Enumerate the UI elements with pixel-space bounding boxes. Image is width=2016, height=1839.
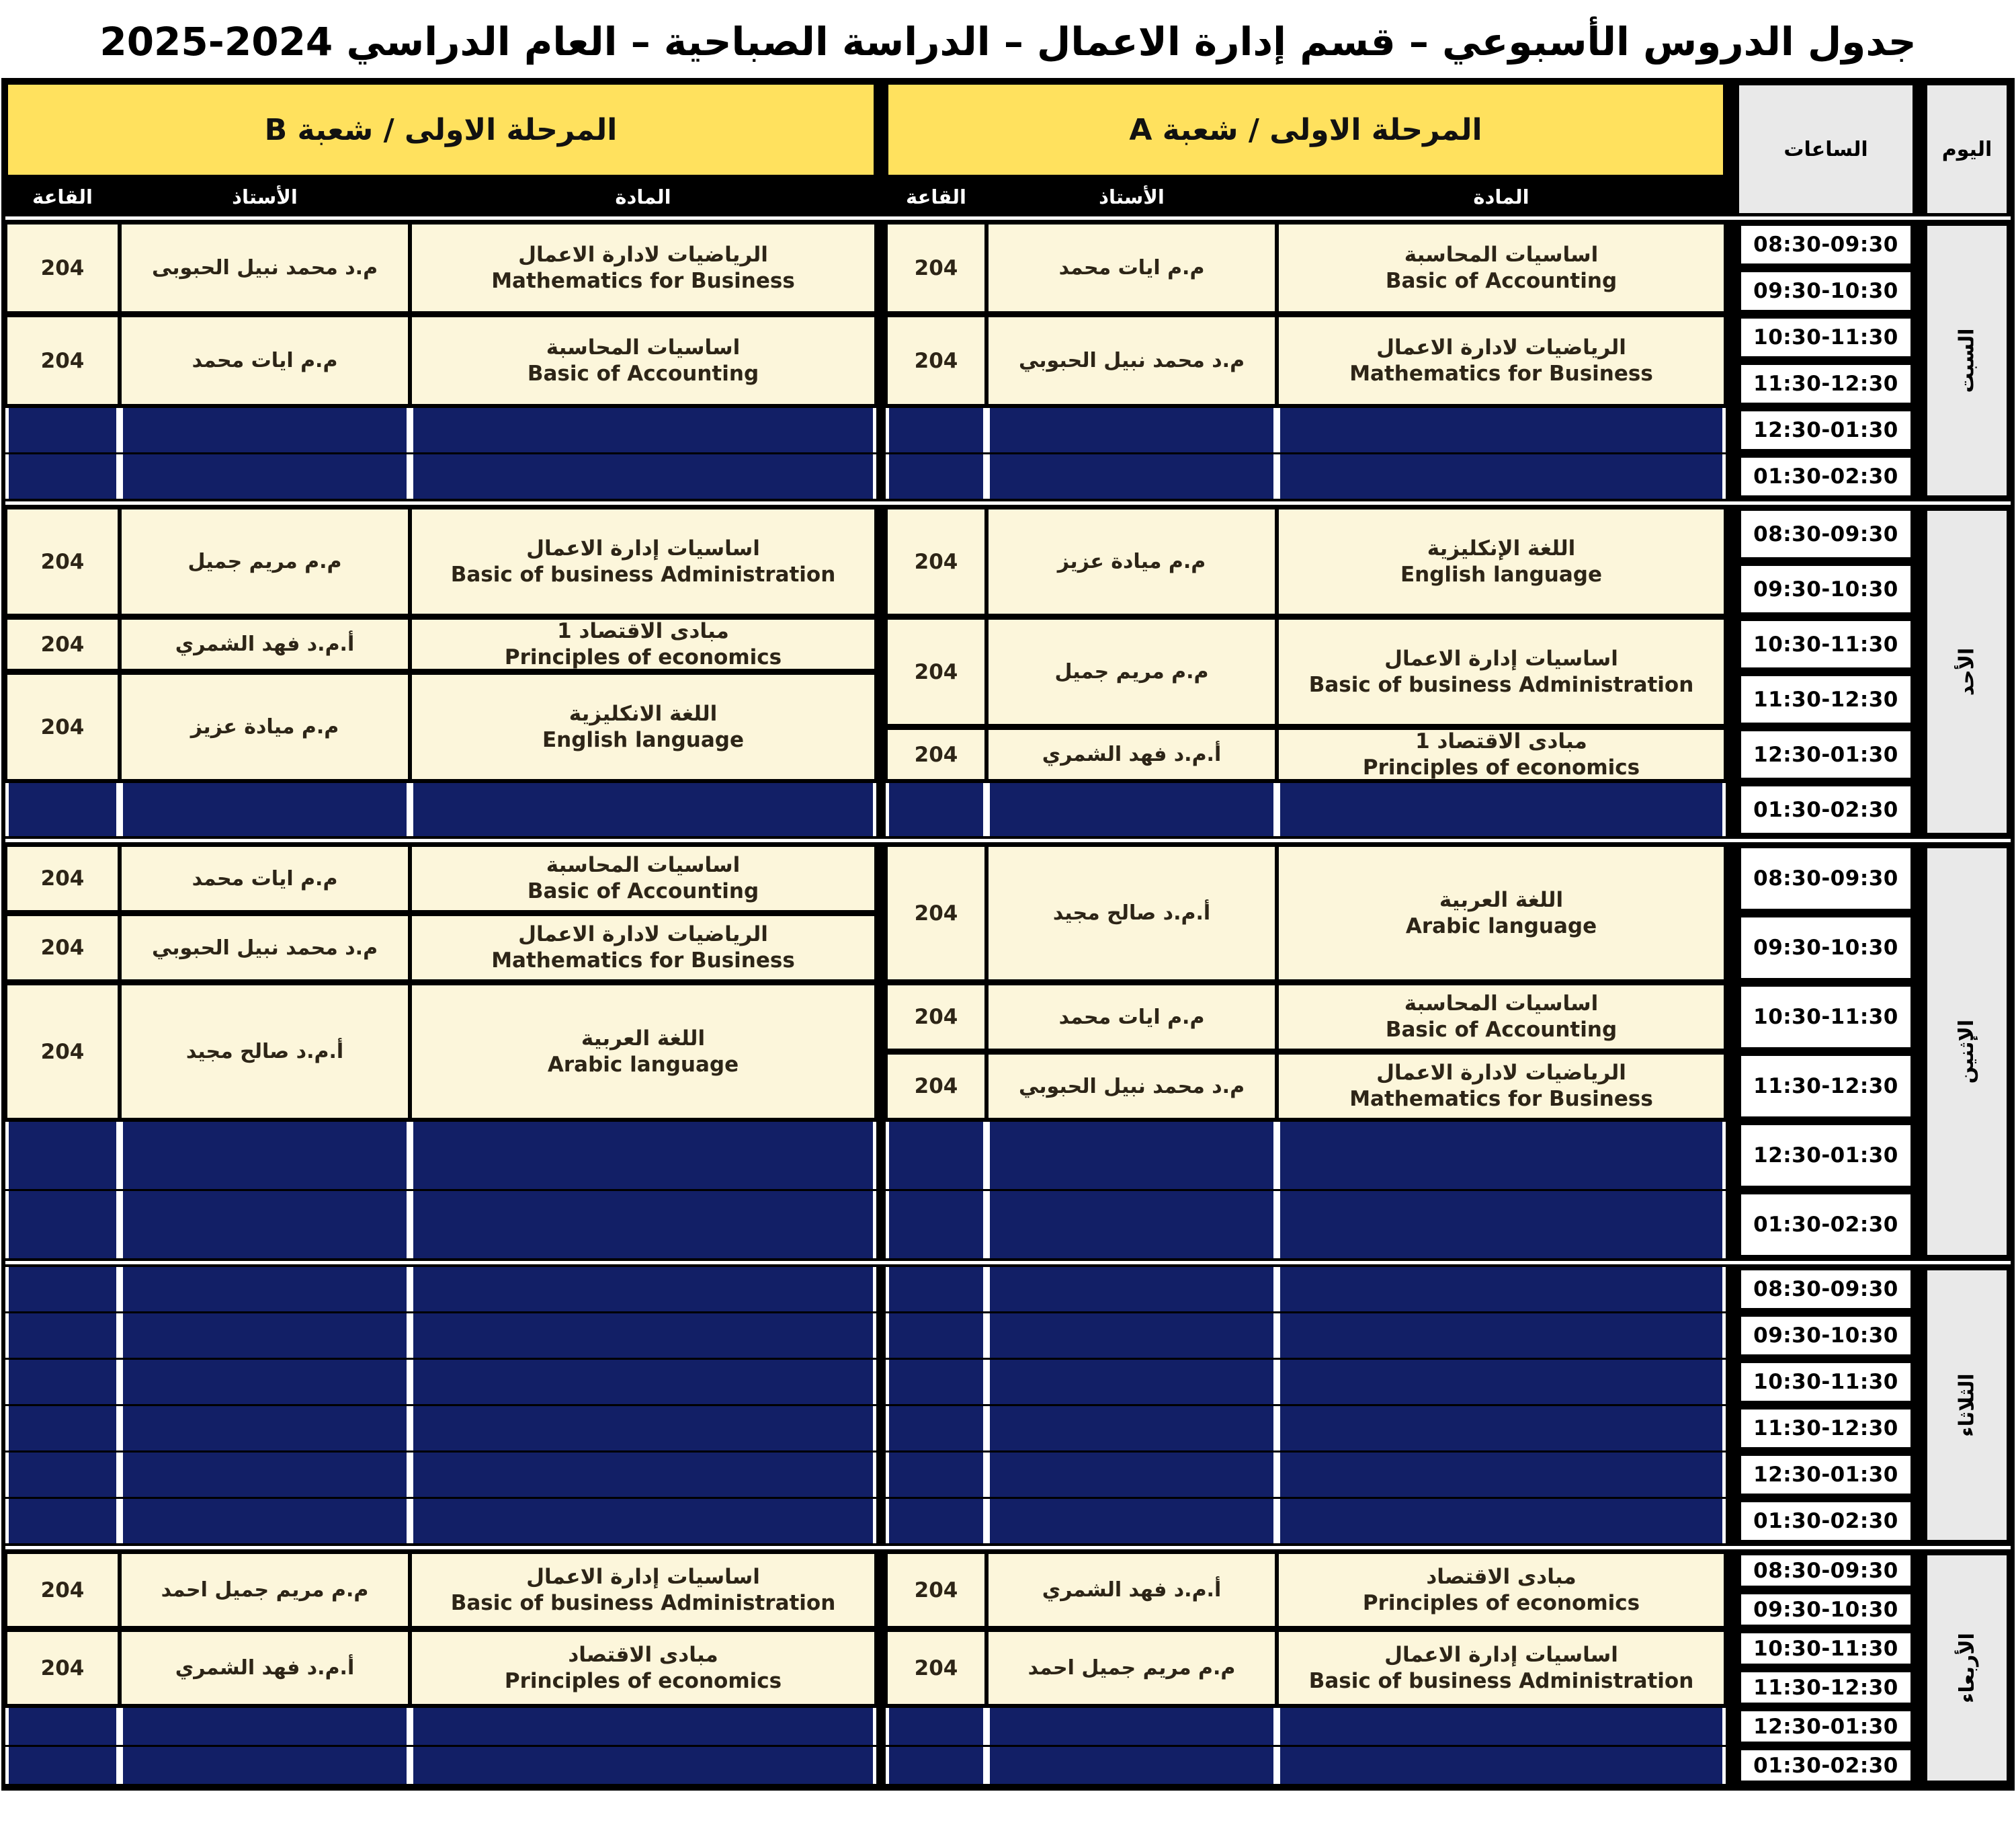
empty-slot-cell [886,1747,986,1784]
day-label-cell [1925,509,2009,835]
day-label: السبت [1955,328,1979,393]
subject-english: English language [542,727,745,752]
room-cell: 204 [886,1630,986,1706]
empty-slot-cell [986,1499,1277,1543]
empty-slot-cell [410,783,876,836]
empty-slot-cell [886,1313,986,1358]
subject-arabic: اساسيات إدارة الاعمال [526,536,760,561]
room-cell: 204 [886,845,986,981]
empty-slot-cell [120,1267,410,1311]
subject-cell [1277,315,1726,406]
time-cell: 11:30-12:30 [1739,1407,1913,1449]
subject-arabic: اساسيات إدارة الاعمال [1384,646,1618,671]
time-cell: 10:30-11:30 [1739,317,1913,358]
time-cell: 12:30-01:30 [1739,1123,1913,1188]
subject-english: Mathematics for Business [491,948,795,973]
empty-slot-cell [1277,454,1726,499]
room-cell: 204 [886,1552,986,1628]
empty-slot-cell [886,1406,986,1450]
empty-slot-cell [886,1453,986,1497]
subject-arabic: اللغة الإنكليزية [1427,536,1576,561]
time-cell: 11:30-12:30 [1739,674,1913,725]
subject-cell [1277,728,1726,781]
schedule-table [1,78,2015,1791]
time-cell: 11:30-12:30 [1739,1670,1913,1705]
subject-cell [410,914,876,981]
subject-cell [410,845,876,912]
empty-slot-cell [986,1191,1277,1258]
subject-english: Basic of Accounting [527,879,759,903]
time-cell: 10:30-11:30 [1739,1361,1913,1403]
teacher-cell: م.م ايات محمد [120,845,410,912]
page-title: جدول الدروس الأسبوعي – قسم إدارة الاعمال – الدراسة الصباحية – العام الدراسي 2024-2025 [99,19,1917,65]
teacher-cell: م.م ايات محمد [986,983,1277,1051]
section-a-header: المرحلة الاولى / شعبة A [886,82,1726,177]
time-cell: 08:30-09:30 [1739,224,1913,265]
empty-slot-cell [886,1499,986,1543]
day-label: الثلاثاء [1955,1373,1979,1437]
empty-slot-cell [1277,408,1726,452]
col-header-teacher-a: الأستاذ [986,177,1277,216]
day-label: الأربعاء [1955,1633,1979,1703]
empty-slot-cell [120,1191,410,1258]
col-header-subject-b: المادة [410,177,876,216]
empty-slot-cell [1277,1313,1726,1358]
table-header [5,82,2011,216]
subject-cell [1277,1630,1726,1706]
empty-slot-cell [410,1499,876,1543]
subject-arabic: اللغة العربية [581,1026,706,1051]
empty-slot-cell [5,1313,120,1358]
teacher-cell: أ.م.د صالح مجيد [120,983,410,1120]
col-header-teacher-b: الأستاذ [120,177,410,216]
subject-cell [410,983,876,1120]
empty-slot-cell [410,1313,876,1358]
empty-slot-cell [120,1499,410,1543]
time-cell: 01:30-02:30 [1739,456,1913,497]
hours-column-header: الساعات [1737,83,1915,215]
room-cell: 204 [5,845,120,912]
empty-slot-cell [886,1267,986,1311]
room-cell: 204 [5,914,120,981]
subject-cell [1277,983,1726,1051]
teacher-cell: م.د محمد نبيل الحبوبى [120,222,410,313]
time-cell: 11:30-12:30 [1739,363,1913,405]
teacher-cell: أ.م.د فهد الشمري [120,1630,410,1706]
subject-english: Arabic language [1405,913,1597,938]
time-cell: 09:30-10:30 [1739,564,1913,614]
day-block-0 [5,220,2011,501]
empty-slot-cell [1277,1453,1726,1497]
empty-slot-cell [120,1360,410,1404]
empty-slot-cell [986,1453,1277,1497]
empty-slot-cell [120,1313,410,1358]
subject-english: Basic of Accounting [527,361,759,386]
teacher-cell: م.م مريم جميل [120,507,410,616]
empty-slot-cell [5,1708,120,1745]
subject-cell [1277,618,1726,726]
subject-english: Mathematics for Business [1349,361,1653,386]
subject-english: Principles of economics [504,645,782,669]
subject-english: Arabic language [547,1052,739,1077]
empty-slot-cell [886,1122,986,1189]
day-block-3 [5,1264,2011,1546]
room-cell: 204 [886,618,986,726]
time-cell: 09:30-10:30 [1739,915,1913,980]
day-label-cell [1925,224,2009,497]
subject-english: Mathematics for Business [491,268,795,293]
empty-slot-cell [410,1708,876,1745]
empty-slot-cell [5,454,120,499]
empty-slot-cell [1277,1360,1726,1404]
room-cell: 204 [5,673,120,781]
empty-slot-cell [5,783,120,836]
time-cell: 12:30-01:30 [1739,409,1913,451]
subject-english: Basic of business Administration [1308,672,1694,697]
time-cell: 01:30-02:30 [1739,1748,1913,1783]
subject-arabic: اساسيات إدارة الاعمال [526,1564,760,1589]
time-cell: 10:30-11:30 [1739,1631,1913,1666]
empty-slot-cell [986,1747,1277,1784]
subject-english: Principles of economics [504,1668,782,1693]
subject-english: English language [1400,562,1603,587]
empty-slot-cell [5,1360,120,1404]
empty-slot-cell [1277,1708,1726,1745]
time-cell: 12:30-01:30 [1739,1454,1913,1496]
room-cell: 204 [886,983,986,1051]
room-cell: 204 [5,618,120,671]
subject-arabic: الرياضيات لادارة الاعمال [1376,1061,1626,1086]
teacher-cell: م.م ايات محمد [986,222,1277,313]
teacher-cell: م.م ايات محمد [120,315,410,406]
room-cell: 204 [5,983,120,1120]
empty-slot-cell [1277,1122,1726,1189]
subject-arabic: الرياضيات لادارة الاعمال [518,922,768,947]
empty-slot-cell [120,408,410,452]
time-cell: 09:30-10:30 [1739,1315,1913,1356]
day-column-header: اليوم [1925,83,2009,215]
empty-slot-cell [886,1708,986,1745]
empty-slot-cell [986,1313,1277,1358]
section-b-header: المرحلة الاولى / شعبة B [5,82,876,177]
teacher-cell: أ.م.د فهد الشمري [986,728,1277,781]
subject-cell [410,507,876,616]
subject-english: Principles of economics [1362,755,1640,780]
subject-cell [1277,222,1726,313]
subject-cell [410,1552,876,1628]
empty-slot-cell [986,783,1277,836]
empty-slot-cell [410,1267,876,1311]
day-label-cell [1925,846,2009,1257]
day-label-cell [1925,1268,2009,1542]
empty-slot-cell [1277,1267,1726,1311]
room-cell: 204 [5,222,120,313]
subject-arabic: اللغة العربية [1439,887,1564,912]
empty-slot-cell [986,1267,1277,1311]
subject-cell [1277,1053,1726,1120]
teacher-cell: أ.م.د صالح مجيد [986,845,1277,981]
empty-slot-cell [5,1406,120,1450]
empty-slot-cell [1277,1191,1726,1258]
subject-cell [410,1630,876,1706]
subject-arabic: اساسيات إدارة الاعمال [1384,1642,1618,1667]
teacher-cell: م.د محمد نبيل الحبوبي [986,1053,1277,1120]
empty-slot-cell [886,1360,986,1404]
room-cell: 204 [886,728,986,781]
empty-slot-cell [1277,1499,1726,1543]
time-cell: 09:30-10:30 [1739,270,1913,312]
empty-slot-cell [1277,1747,1726,1784]
col-header-subject-a: المادة [1277,177,1726,216]
empty-slot-cell [1277,783,1726,836]
time-cell: 08:30-09:30 [1739,509,1913,559]
time-cell: 08:30-09:30 [1739,1268,1913,1310]
subject-english: Basic of business Administration [450,562,836,587]
subject-english: Basic of Accounting [1385,1018,1618,1042]
empty-slot-cell [410,408,876,452]
day-block-2 [5,842,2011,1261]
empty-slot-cell [886,454,986,499]
day-block-1 [5,505,2011,839]
empty-slot-cell [410,1453,876,1497]
empty-slot-cell [410,1747,876,1784]
subject-arabic: اساسيات المحاسبة [1404,991,1599,1016]
time-cell: 11:30-12:30 [1739,1054,1913,1118]
day-label: الإثنين [1955,1019,1979,1084]
empty-slot-cell [986,1406,1277,1450]
empty-slot-cell [120,454,410,499]
day-blocks-container [5,220,2011,1787]
subject-arabic: اساسيات المحاسبة [1404,242,1599,267]
room-cell: 204 [886,1053,986,1120]
empty-slot-cell [5,1267,120,1311]
empty-slot-cell [5,1122,120,1189]
subject-cell [1277,845,1726,981]
empty-slot-cell [986,1360,1277,1404]
teacher-cell: م.م مريم جميل [986,618,1277,726]
empty-slot-cell [410,1406,876,1450]
empty-slot-cell [5,1747,120,1784]
day-label-cell [1925,1553,2009,1783]
day-block-4 [5,1549,2011,1787]
empty-slot-cell [410,1191,876,1258]
empty-slot-cell [120,1122,410,1189]
empty-slot-cell [5,1453,120,1497]
subject-english: Principles of economics [1362,1590,1640,1615]
subject-arabic: اساسيات المحاسبة [546,853,741,878]
subject-arabic: اساسيات المحاسبة [546,335,741,360]
empty-slot-cell [986,1122,1277,1189]
empty-slot-cell [120,1708,410,1745]
empty-slot-cell [120,783,410,836]
room-cell: 204 [5,315,120,406]
empty-slot-cell [5,1499,120,1543]
time-cell: 08:30-09:30 [1739,846,1913,911]
subject-cell [410,315,876,406]
time-cell: 10:30-11:30 [1739,619,1913,669]
empty-slot-cell [410,1122,876,1189]
empty-slot-cell [986,408,1277,452]
time-cell: 10:30-11:30 [1739,985,1913,1049]
empty-slot-cell [886,783,986,836]
time-cell: 09:30-10:30 [1739,1592,1913,1627]
room-cell: 204 [5,1630,120,1706]
time-cell: 08:30-09:30 [1739,1553,1913,1588]
room-cell: 204 [5,507,120,616]
subject-english: Basic of business Administration [450,1590,836,1615]
empty-slot-cell [120,1406,410,1450]
subject-arabic: مبادى الاقتصاد [568,1642,718,1667]
empty-slot-cell [886,1191,986,1258]
time-cell: 12:30-01:30 [1739,1709,1913,1744]
empty-slot-cell [120,1747,410,1784]
col-header-room-a: القاعة [886,177,986,216]
teacher-cell: م.م مريم جميل احمد [986,1630,1277,1706]
subject-arabic: مبادى الاقتصاد 1 [557,618,729,643]
subject-english: Basic of Accounting [1385,268,1618,293]
empty-slot-cell [5,1191,120,1258]
subject-cell [1277,507,1726,616]
room-cell: 204 [886,222,986,313]
time-cell: 01:30-02:30 [1739,1500,1913,1542]
day-label: الأحد [1955,647,1979,696]
teacher-cell: م.د محمد نبيل الحبوبي [986,315,1277,406]
empty-slot-cell [986,1708,1277,1745]
empty-slot-cell [1277,1406,1726,1450]
room-cell: 204 [5,1552,120,1628]
empty-slot-cell [886,408,986,452]
subject-arabic: اللغة الانكليزية [569,701,718,726]
subject-arabic: الرياضيات لادارة الاعمال [518,242,768,267]
room-cell: 204 [886,315,986,406]
empty-slot-cell [5,408,120,452]
subject-cell [410,618,876,671]
subject-english: Basic of business Administration [1308,1668,1694,1693]
subject-arabic: مبادى الاقتصاد 1 [1415,729,1587,753]
empty-slot-cell [120,1453,410,1497]
teacher-cell: م.د محمد نبيل الحبوبي [120,914,410,981]
time-cell: 01:30-02:30 [1739,1192,1913,1257]
empty-slot-cell [986,454,1277,499]
subject-english: Mathematics for Business [1349,1087,1653,1111]
subject-arabic: الرياضيات لادارة الاعمال [1376,335,1626,360]
subject-arabic: مبادى الاقتصاد [1426,1564,1577,1589]
teacher-cell: أ.م.د فهد الشمري [986,1552,1277,1628]
room-cell: 204 [886,507,986,616]
col-header-room-b: القاعة [5,177,120,216]
subject-cell [410,222,876,313]
empty-slot-cell [410,454,876,499]
empty-slot-cell [410,1360,876,1404]
subject-cell [1277,1552,1726,1628]
time-cell: 01:30-02:30 [1739,784,1913,835]
teacher-cell: م.م مريم جميل احمد [120,1552,410,1628]
subject-cell [410,673,876,781]
time-cell: 12:30-01:30 [1739,729,1913,780]
teacher-cell: م.م ميادة عزيز [986,507,1277,616]
teacher-cell: م.م ميادة عزيز [120,673,410,781]
teacher-cell: أ.م.د فهد الشمري [120,618,410,671]
